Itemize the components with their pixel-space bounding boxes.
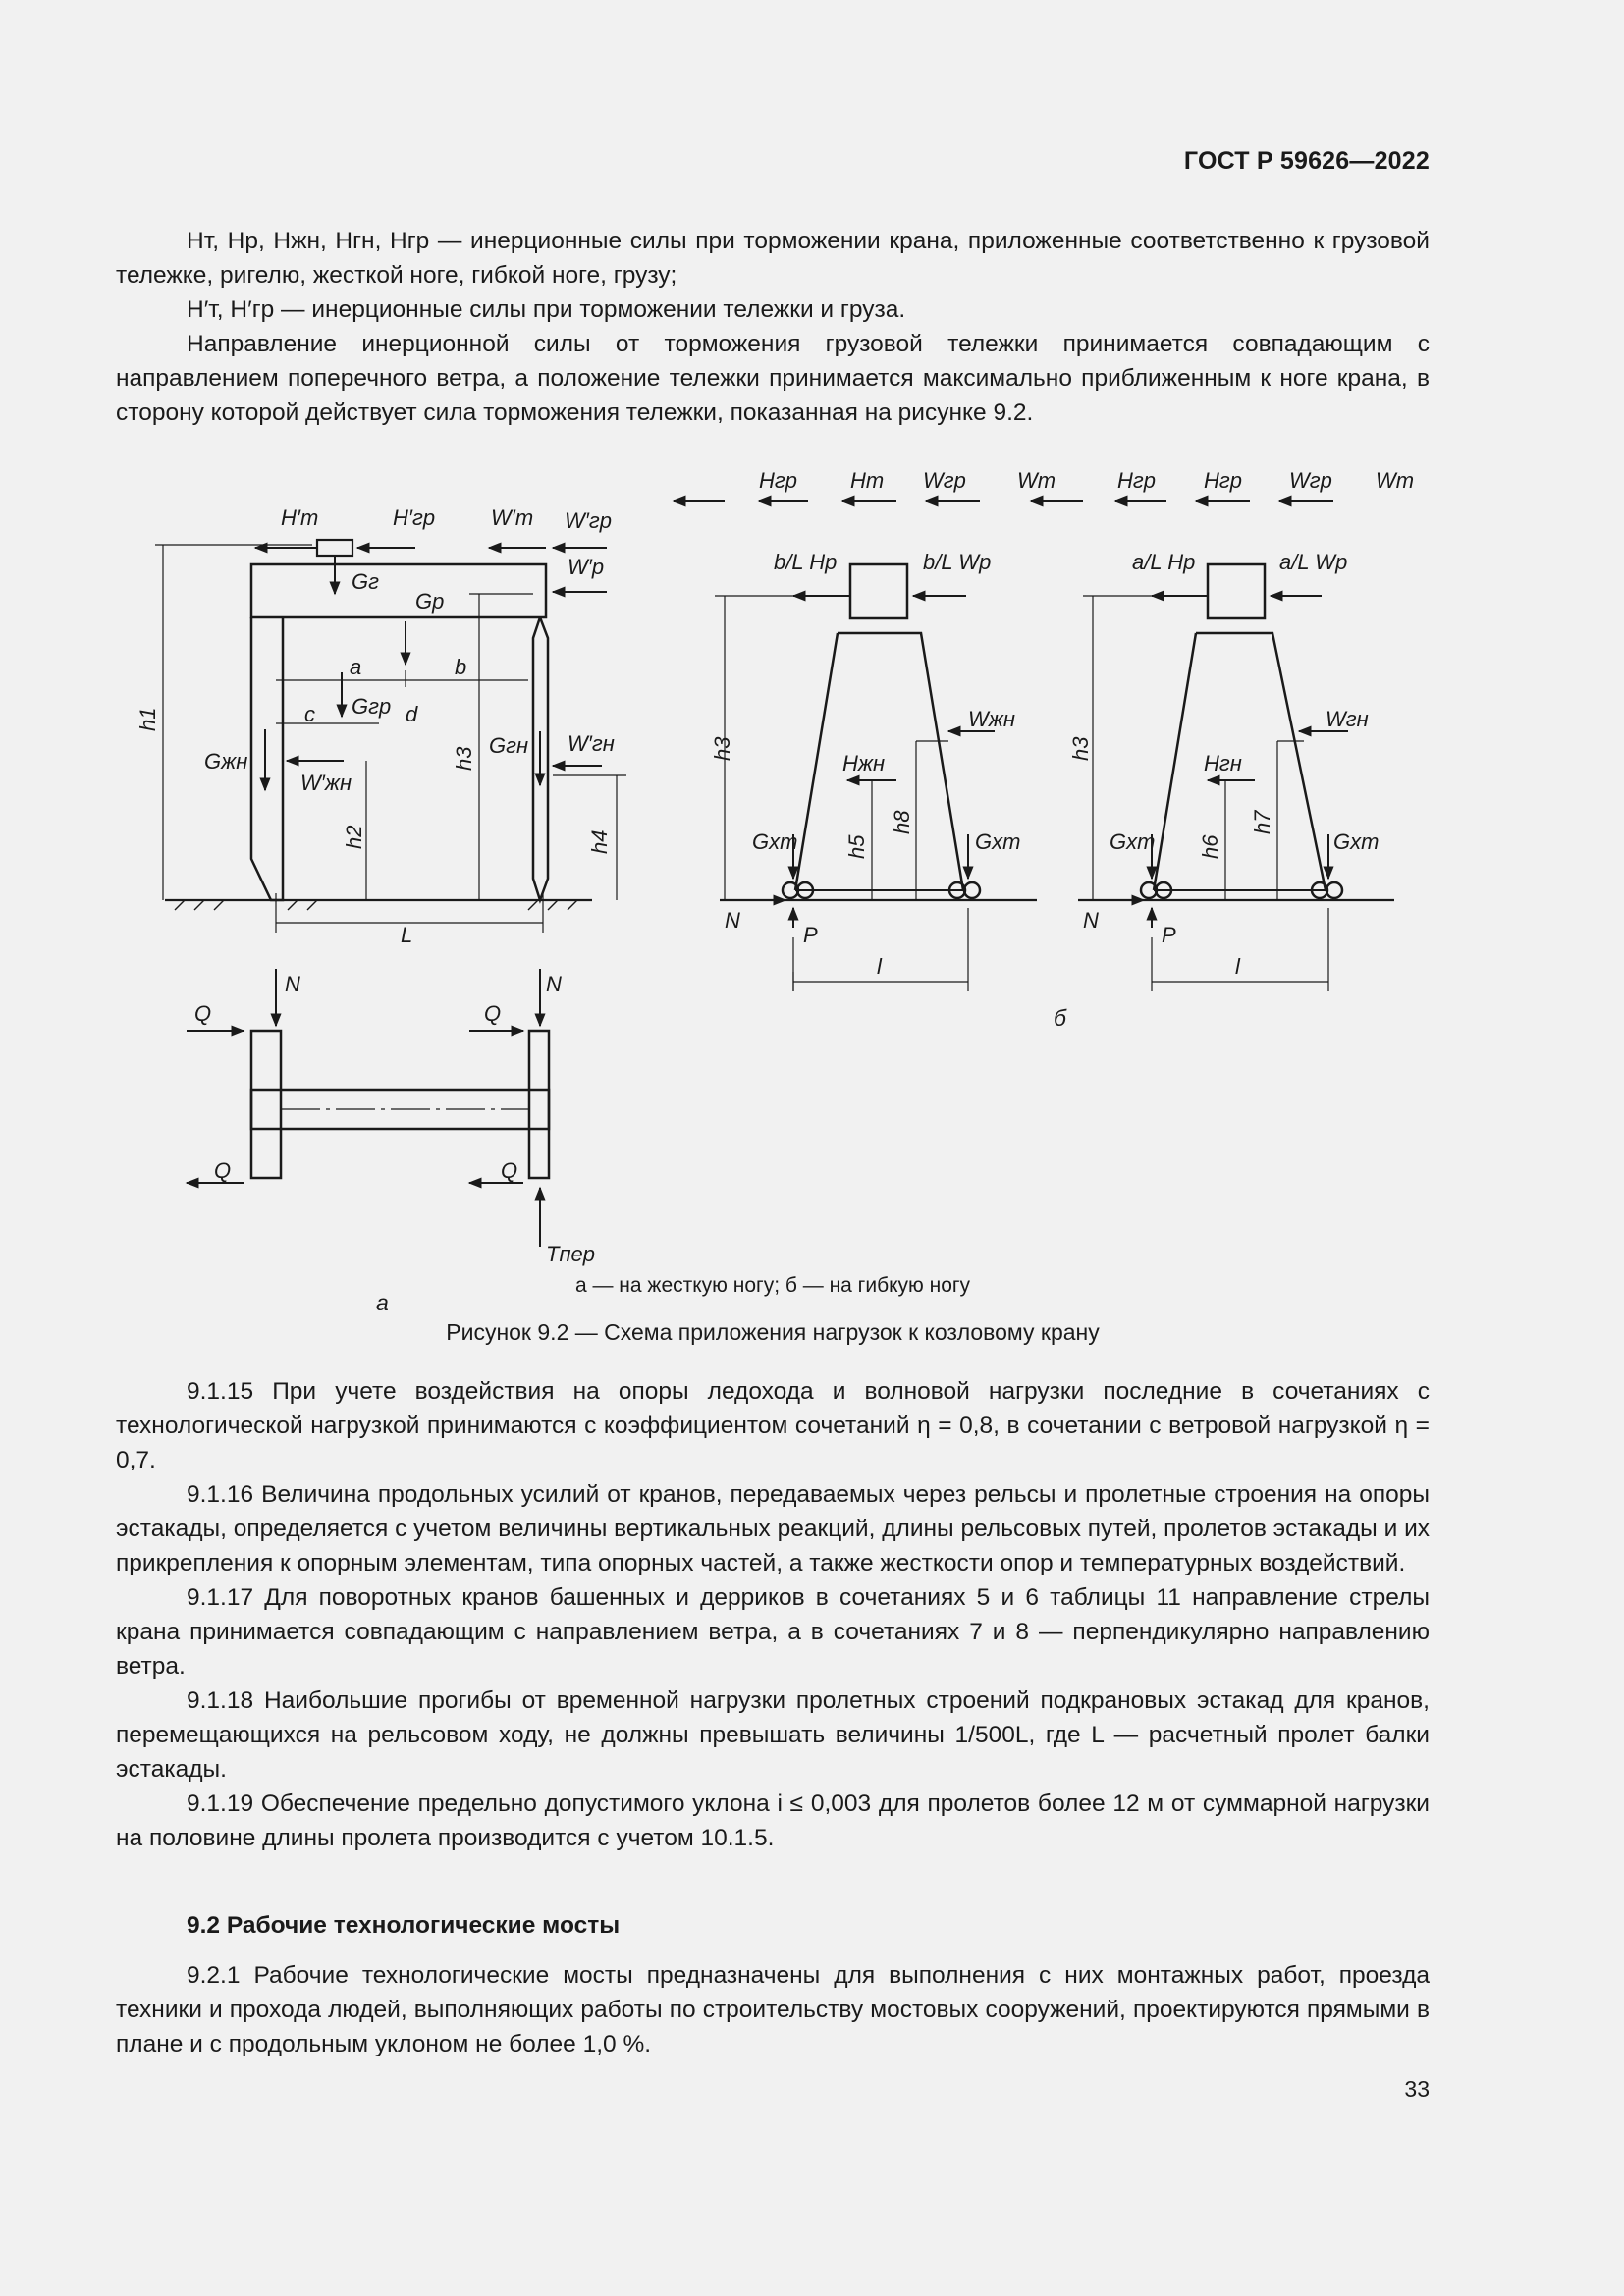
paragraph-9-2-1: 9.2.1 Рабочие технологические мосты предназначены для выполнения с них монтажных работ, проезда техники и прохода людей, выполняющих работы по строительству мостовых сооружений, проектируются прямыми в плане и с продольным уклоном не более 1,0 %.: [116, 1962, 1430, 2057]
figure-9-2: [116, 447, 1430, 1310]
label-h3-b2: h3: [1068, 736, 1093, 761]
label-n-left: N: [285, 972, 300, 996]
figure-legend: а — на жесткую ногу; б — на гибкую ногу: [574, 1274, 971, 1297]
label-wzhn: Wжн: [968, 707, 1016, 731]
page-number: 33: [1404, 2076, 1430, 2102]
label-wt-1: Wт: [1017, 468, 1056, 493]
label-wr-prime: W′р: [568, 555, 605, 579]
label-gr: Gр: [415, 589, 445, 614]
label-wgn-prime: W′гн: [568, 731, 615, 756]
intro-paragraph-1: Hт, Hр, Hжн, Hгн, Hгр — инерционные силы при торможении крана, приложенные соответственно к грузовой тележке, ригелю, жесткой ноге, гибкой ноге, грузу;: [116, 228, 1430, 289]
label-bl-wr: b/L Wр: [923, 550, 992, 574]
label-h8: h8: [890, 810, 914, 834]
label-wgr-1: Wгр: [923, 468, 966, 493]
label-gxt-3: Gхт: [1110, 829, 1156, 854]
label-n-b2: N: [1083, 908, 1099, 933]
label-al-wr: a/L Wр: [1279, 550, 1348, 574]
crane-load-diagram: [116, 447, 1430, 1310]
label-ht-prime: H′т: [281, 506, 319, 530]
label-gxt-4: Gхт: [1333, 829, 1380, 854]
section-9-2-text: [116, 1958, 1430, 2061]
paragraph-9-1-15: 9.1.15 При учете воздействия на опоры ледохода и волновой нагрузки последние в сочетаниях с технологической нагрузкой принимаются с коэффициентом сочетаний η = 0,8, в сочетании с ветровой нагрузкой η = 0,7.: [116, 1378, 1430, 1473]
label-gxt-1: Gхт: [752, 829, 798, 854]
panel-label-b: б: [1054, 1005, 1066, 1031]
label-hzhn: Hжн: [842, 751, 886, 775]
label-gxt-2: Gхт: [975, 829, 1021, 854]
paragraph-9-1-16: 9.1.16 Величина продольных усилий от кранов, передаваемых через рельсы и пролетные строения на опоры эстакады, определяется с учетом величины вертикальных реакций, длины рельсовых путей, пролетов эстакады и их прикрепления к опорным элементам, типа опорных частей, а также жесткости опор и температурных воздействий.: [116, 1481, 1431, 1576]
intro-text: [116, 224, 1430, 430]
section-heading-9-2: 9.2 Рабочие технологические мосты: [187, 1912, 621, 1939]
label-h7: h7: [1250, 810, 1274, 834]
figure-title: Рисунок 9.2 — Схема приложения нагрузок к козловому крану: [446, 1319, 1100, 1345]
label-wgr-2: Wгр: [1289, 468, 1332, 493]
label-wgr-prime: W′гр: [565, 508, 612, 533]
label-hgr-3: Hгр: [1204, 468, 1242, 493]
label-l-b2: l: [1235, 954, 1240, 979]
label-h3-b1: h3: [710, 736, 734, 761]
label-hgr-2: Hгр: [1117, 468, 1156, 493]
label-h3: h3: [452, 746, 476, 771]
label-hgr-prime: H′гр: [393, 506, 436, 530]
label-a: a: [350, 655, 362, 679]
label-q-3: Q: [214, 1158, 232, 1183]
label-h4: h4: [587, 829, 612, 854]
label-hgn: Hгн: [1204, 751, 1242, 775]
panel-label-a: а: [376, 1290, 389, 1310]
body-text: [116, 1374, 1430, 1855]
label-q-4: Q: [501, 1158, 518, 1183]
label-q-2: Q: [484, 1001, 502, 1026]
label-wt-prime: W′т: [491, 506, 534, 530]
paragraph-9-1-18: 9.1.18 Наибольшие прогибы от временной нагрузки пролетных строений подкрановых эстакад для кранов, перемещающихся на рельсовом ходу, не должны превышать величины 1/500L, где L — расчетный пролет балки эстакады.: [116, 1687, 1430, 1783]
label-l-b1: l: [877, 954, 882, 979]
label-hgr-1: Hгр: [759, 468, 797, 493]
intro-paragraph-2: H′т, H′гр — инерционные силы при торможении тележки и груза.: [187, 296, 906, 323]
label-p-b2: P: [1162, 923, 1176, 947]
label-n-right: N: [546, 972, 562, 996]
label-wgn: Wгн: [1326, 707, 1369, 731]
paragraph-9-1-19: 9.1.19 Обеспечение предельно допустимого уклона i ≤ 0,003 для пролетов более 12 м от суммарной нагрузки на половине длины пролета производится с учетом 10.1.5.: [116, 1790, 1430, 1851]
label-h2: h2: [342, 825, 366, 849]
label-wzhn-prime: W′жн: [300, 771, 352, 795]
label-h5: h5: [844, 834, 869, 859]
label-c: c: [304, 702, 315, 726]
label-gzhn: Gжн: [204, 749, 248, 774]
label-gg: Gг: [352, 569, 379, 594]
label-h1: h1: [135, 707, 160, 731]
label-q-1: Q: [194, 1001, 212, 1026]
label-bl-hr: b/L Hр: [774, 550, 838, 574]
label-tper: Tпер: [546, 1242, 596, 1266]
label-al-hr: a/L Hр: [1132, 550, 1196, 574]
label-n-b1: N: [725, 908, 740, 933]
intro-paragraph-3: Направление инерционной силы от торможения грузовой тележки принимается совпадающим с направлением поперечного ветра, а положение тележки принимается максимально приближенным к ноге крана, в сторону которой действует сила торможения тележки, показанная на рисунке 9.2.: [116, 331, 1430, 426]
label-ggr: Gгр: [352, 694, 392, 719]
document-header: ГОСТ Р 59626—2022: [1183, 147, 1430, 175]
label-d: d: [406, 702, 418, 726]
label-L: L: [401, 923, 413, 947]
label-p-b1: P: [803, 923, 818, 947]
label-ht-1: Hт: [850, 468, 885, 493]
label-ggn: Gгн: [489, 733, 529, 758]
label-h6: h6: [1198, 834, 1222, 859]
label-b: b: [455, 655, 467, 679]
label-wt-2: Wт: [1376, 468, 1415, 493]
paragraph-9-1-17: 9.1.17 Для поворотных кранов башенных и дерриков в сочетаниях 5 и 6 таблицы 11 направление стрелы крана принимается совпадающим с направлением ветра, а в сочетаниях 7 и 8 — перпендикулярно направлению ветра.: [116, 1584, 1430, 1680]
